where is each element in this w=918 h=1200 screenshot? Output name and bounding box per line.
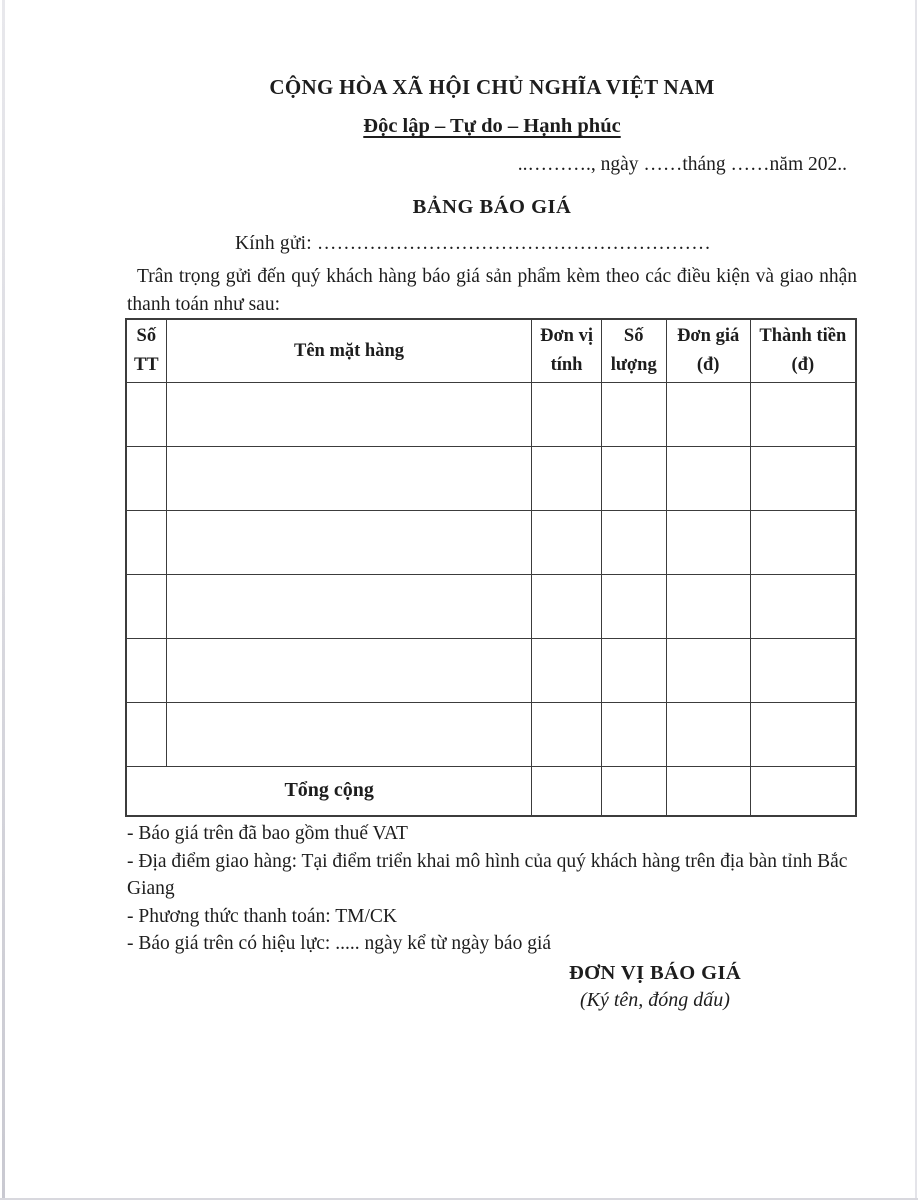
total-label-cell [126, 767, 532, 816]
header-line: (đ) [696, 355, 720, 375]
table-body [126, 383, 856, 816]
col-header-thanh-tien [750, 319, 856, 383]
table-cell [126, 575, 166, 639]
table-cell [126, 639, 166, 703]
note-payment: - Phương thức thanh toán: TM/CK [127, 905, 397, 927]
table-cell [750, 511, 856, 575]
table-cell [601, 383, 666, 447]
col-header-inner [532, 320, 600, 382]
note-validity: - Báo giá trên có hiệu lực: ..... ngày kể từ ngày báo giá [127, 933, 552, 954]
total-value-cell [601, 767, 666, 816]
col-header-inner [667, 320, 750, 382]
table-cell [601, 511, 666, 575]
terms-and-signature [127, 820, 857, 1015]
table-cell [126, 383, 166, 447]
col-header-inner [602, 320, 666, 382]
header-line: Số [623, 326, 644, 346]
header-line: Đơn giá [677, 326, 740, 346]
col-header-inner [751, 320, 855, 382]
table-cell [601, 447, 666, 511]
signature-title: ĐƠN VỊ BÁO GIÁ [568, 961, 742, 984]
table-cell [601, 703, 666, 767]
note-delivery: - Địa điểm giao hàng: Tại điểm triển khai mô hình của quý khách hàng trên địa bàn tỉnh Bắc Giang [127, 850, 848, 899]
table-cell [532, 511, 601, 575]
table-cell [750, 575, 856, 639]
header-line: Số [136, 326, 157, 346]
national-title: CỘNG HÒA XÃ HỘI CHỦ NGHĨA VIỆT NAM [269, 75, 715, 99]
table-row [126, 511, 856, 575]
table-cell [666, 639, 750, 703]
table-cell [166, 383, 532, 447]
signature-block [500, 960, 810, 1015]
table-cell [166, 703, 532, 767]
header-line: tính [550, 355, 583, 375]
table-cell [750, 639, 856, 703]
table-row [126, 383, 856, 447]
table-cell [126, 511, 166, 575]
table-row [126, 575, 856, 639]
col-header-don-vi-tinh [532, 319, 601, 383]
total-label: Tổng cộng [284, 779, 374, 802]
table-cell [166, 447, 532, 511]
table-header-row [126, 319, 856, 383]
col-header-so-tt [126, 319, 166, 383]
table-cell [601, 639, 666, 703]
header-line: Tên mặt hàng [294, 340, 404, 361]
table-cell [532, 639, 601, 703]
table-header [126, 319, 856, 383]
col-header-don-gia [666, 319, 750, 383]
table-cell [126, 447, 166, 511]
total-row [126, 767, 856, 816]
table-row [126, 703, 856, 767]
table-cell [532, 575, 601, 639]
header-line: Đơn vị [540, 326, 593, 346]
header-line: (đ) [791, 355, 815, 375]
col-header-ten-mat-hang [166, 319, 532, 383]
table-cell [166, 575, 532, 639]
table-row [126, 447, 856, 511]
col-header-inner [167, 320, 532, 382]
note-vat: - Báo giá trên đã bao gồm thuế VAT [127, 823, 408, 844]
table-cell [666, 511, 750, 575]
table-cell [750, 703, 856, 767]
national-motto-text: Độc lập – Tự do – Hạnh phúc [363, 115, 621, 137]
header-line: lượng [610, 355, 657, 375]
table-cell [166, 511, 532, 575]
table-cell [666, 703, 750, 767]
table-cell [532, 703, 601, 767]
intro-paragraph: Trân trọng gửi đến quý khách hàng báo giá sản phẩm kèm theo các điều kiện và giao nhận thanh toán như sau: [127, 266, 857, 315]
table-cell [166, 639, 532, 703]
quotation-table [125, 318, 857, 817]
table-cell [666, 383, 750, 447]
col-header-so-luong [601, 319, 666, 383]
date-line: ..………., ngày ……tháng ……năm 202.. [517, 154, 847, 175]
total-value-cell [750, 767, 856, 816]
header-line: TT [133, 355, 159, 375]
table-cell [126, 703, 166, 767]
table-row [126, 639, 856, 703]
salutation-line: Kính gửi: …………………………………………………… [235, 233, 711, 254]
photo-edge-right [915, 0, 917, 1200]
col-header-inner [127, 320, 166, 382]
header-line: Thành tiền [759, 326, 847, 346]
table-cell [532, 447, 601, 511]
table-cell [666, 447, 750, 511]
table-cell [532, 383, 601, 447]
photo-edge-left [2, 0, 5, 1200]
table-cell [601, 575, 666, 639]
signature-note: (Ký tên, đóng dấu) [580, 989, 730, 1011]
national-motto [127, 115, 857, 138]
total-value-cell [666, 767, 750, 816]
quotation-document [127, 0, 857, 1200]
total-value-cell [532, 767, 601, 816]
table-cell [750, 383, 856, 447]
table-cell [750, 447, 856, 511]
table-cell [666, 575, 750, 639]
page-title: BẢNG BÁO GIÁ [412, 196, 572, 218]
